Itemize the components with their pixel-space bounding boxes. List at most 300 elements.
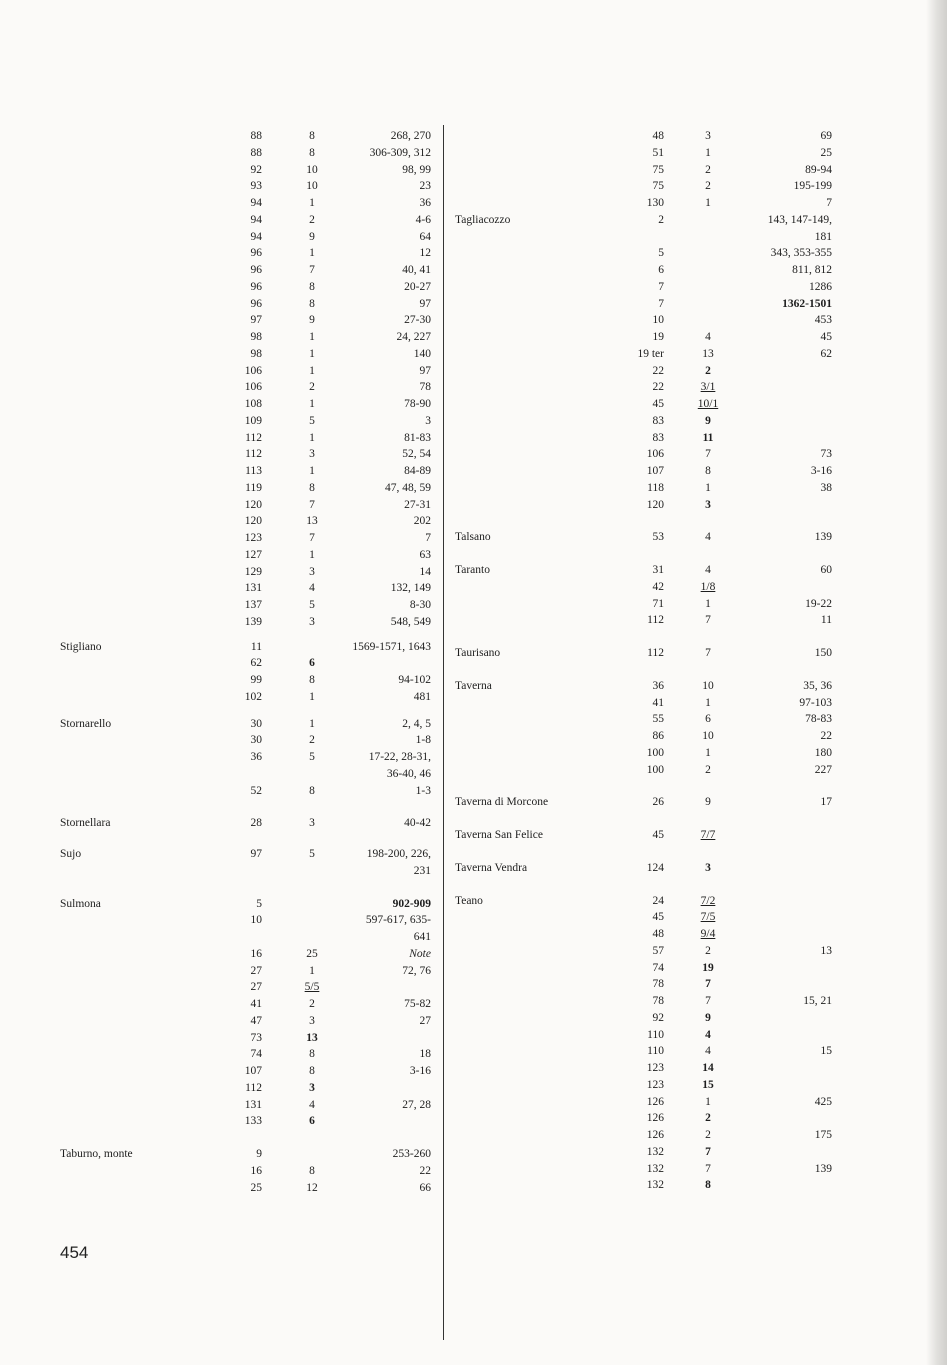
row-page-ref: 106 [646, 448, 664, 461]
row-detail-ref: 306-309, 312 [369, 146, 431, 159]
row-detail-ref: 139 [814, 1162, 832, 1175]
row-number-ref: 7/7 [700, 829, 716, 841]
row-page-ref: 118 [647, 481, 664, 494]
row-page-ref: 93 [250, 180, 262, 193]
row-detail-ref: 3 [425, 414, 431, 427]
row-number-ref: 1 [309, 465, 315, 477]
row-page-ref: 25 [250, 1181, 262, 1194]
index-place-name: Tagliacozzo [455, 213, 511, 226]
row-number-ref: 7 [705, 614, 711, 627]
row-page-ref: 98 [250, 331, 262, 343]
row-number-ref: 1 [309, 964, 315, 977]
row-number-ref: 10 [702, 679, 714, 692]
row-detail-ref: 14 [419, 565, 431, 578]
index-row [0, 413, 940, 430]
row-number-ref: 1 [705, 481, 711, 494]
row-detail-ref: 139 [814, 531, 832, 544]
index-place-name: Stigliano [60, 640, 102, 653]
row-number-ref: 1 [309, 690, 315, 703]
row-detail-ref: 40, 41 [402, 264, 431, 276]
row-page-ref: 96 [250, 280, 262, 293]
row-number-ref: 1 [309, 431, 315, 444]
index-row [0, 480, 940, 497]
row-number-ref: 7 [705, 978, 711, 991]
row-number-ref: 14 [702, 1062, 714, 1074]
row-page-ref: 106 [244, 381, 262, 394]
row-page-ref: 86 [652, 730, 664, 742]
index-place-name: Sulmona [60, 897, 101, 910]
row-page-ref: 16 [250, 947, 262, 960]
row-page-ref: 96 [250, 247, 262, 260]
row-detail-ref: 24, 227 [396, 331, 431, 343]
row-page-ref: 27 [250, 981, 262, 994]
row-page-ref: 124 [646, 861, 664, 874]
row-detail-ref: 60 [820, 564, 832, 576]
row-number-ref: 9 [309, 314, 315, 327]
row-page-ref: 57 [652, 944, 664, 957]
row-detail-ref: 268, 270 [390, 130, 431, 142]
row-page-ref: 53 [652, 531, 664, 544]
row-detail-ref: 62 [820, 347, 832, 360]
row-detail-ref: 40-42 [404, 817, 431, 830]
row-number-ref: 10/1 [697, 398, 719, 410]
index-row [0, 1010, 940, 1027]
row-page-ref: 123 [244, 532, 262, 544]
row-page-ref: 55 [652, 713, 664, 726]
index-row [0, 195, 940, 212]
index-row [0, 162, 940, 179]
index-row [0, 860, 940, 877]
row-page-ref: 109 [244, 414, 262, 427]
row-page-ref: 19 [652, 331, 664, 343]
index-row [0, 312, 940, 329]
row-number-ref: 12 [306, 1181, 318, 1194]
row-page-ref: 107 [244, 1065, 262, 1077]
row-detail-ref: 27-30 [404, 314, 431, 327]
row-number-ref: 2 [705, 364, 711, 377]
index-row [0, 245, 940, 262]
row-number-ref: 8 [705, 465, 711, 477]
row-detail-ref: 27, 28 [402, 1098, 431, 1111]
row-number-ref: 3 [705, 861, 711, 874]
index-row [0, 1177, 940, 1194]
row-number-ref: 1 [309, 197, 315, 209]
row-detail-ref: 597-617, 635- [365, 914, 431, 927]
row-page-ref: 97 [250, 848, 262, 860]
row-page-ref: 100 [646, 746, 664, 759]
row-page-ref: 132 [646, 1145, 664, 1158]
row-detail-ref: 3-16 [810, 465, 832, 477]
row-page-ref: 47 [250, 1014, 262, 1027]
row-detail-ref: 12 [419, 247, 431, 260]
row-page-ref: 22 [652, 381, 664, 394]
index-row [0, 1110, 940, 1127]
row-page-ref: 75 [652, 163, 664, 176]
row-number-ref: 25 [306, 947, 318, 960]
index-place-name: Stornarello [60, 717, 112, 730]
index-row [0, 363, 940, 380]
row-page-ref: 30 [250, 717, 262, 730]
index-row [0, 212, 940, 229]
row-page-ref: 112 [647, 614, 664, 627]
row-number-ref: 2 [705, 180, 711, 193]
index-row [0, 1043, 940, 1060]
row-number-ref: 9 [705, 414, 711, 427]
index-row [0, 145, 940, 162]
row-page-ref: 22 [652, 364, 664, 377]
row-detail-ref: 1569-1571, 1643 [352, 640, 431, 653]
row-number-ref: 3 [309, 448, 315, 461]
row-detail-ref: 7 [826, 197, 832, 209]
row-page-ref: 27 [250, 964, 262, 977]
row-number-ref: 2 [705, 763, 711, 776]
row-number-ref: 1 [309, 548, 315, 561]
row-detail-ref: 22 [820, 730, 832, 742]
row-page-ref: 31 [652, 564, 664, 576]
row-page-ref: 9 [256, 1148, 262, 1160]
row-detail-ref: 35, 36 [803, 679, 832, 692]
row-detail-ref: 13 [820, 944, 832, 957]
row-number-ref: 10 [306, 180, 318, 193]
row-number-ref: 7 [309, 498, 315, 511]
index-place-name: Taverna San Felice [455, 829, 543, 841]
index-row [0, 794, 940, 811]
row-detail-ref: 181 [814, 230, 832, 243]
index-row [0, 178, 940, 195]
index-row [0, 728, 940, 745]
row-detail-ref: 175 [814, 1129, 832, 1141]
row-page-ref: 129 [244, 565, 262, 578]
row-number-ref: 1 [309, 247, 315, 260]
row-detail-ref: 23 [419, 180, 431, 193]
row-page-ref: 92 [250, 163, 262, 176]
row-detail-ref: 75-82 [404, 998, 431, 1010]
row-detail-ref: 195-199 [793, 180, 832, 193]
row-page-ref: 96 [250, 264, 262, 276]
row-page-ref: 41 [652, 696, 664, 709]
row-page-ref: 112 [647, 647, 664, 659]
index-row [0, 695, 940, 712]
row-page-ref: 74 [652, 961, 664, 974]
row-page-ref: 137 [244, 599, 262, 611]
row-number-ref: 9/4 [700, 928, 716, 940]
row-number-ref: 8 [309, 280, 315, 293]
row-page-ref: 127 [244, 548, 262, 561]
row-page-ref: 130 [646, 197, 664, 209]
index-row [0, 893, 940, 910]
row-number-ref: 3 [309, 565, 315, 578]
row-number-ref: 3 [309, 1014, 315, 1027]
row-page-ref: 88 [250, 146, 262, 159]
row-detail-ref: 227 [814, 763, 832, 776]
row-number-ref: 2 [705, 163, 711, 176]
row-detail-ref: 1286 [809, 280, 832, 293]
index-row [0, 513, 940, 530]
row-detail-ref: 25 [820, 146, 832, 159]
row-detail-ref: 202 [413, 515, 431, 528]
row-number-ref: 9 [309, 230, 315, 243]
row-page-ref: 94 [250, 230, 262, 243]
row-detail-ref: 97 [419, 364, 431, 377]
row-number-ref: 8 [705, 1179, 711, 1192]
index-row [0, 346, 940, 363]
row-detail-ref: 20-27 [404, 280, 431, 293]
row-page-ref: 99 [250, 674, 262, 686]
index-row [0, 1161, 940, 1178]
index-row [0, 1027, 940, 1044]
index-row [0, 993, 940, 1010]
row-page-ref: 126 [646, 1129, 664, 1141]
row-page-ref: 52 [250, 784, 262, 797]
row-page-ref: 98 [250, 347, 262, 360]
index-row [0, 529, 940, 546]
row-detail-ref: 36 [419, 197, 431, 209]
row-number-ref: 1 [705, 597, 711, 610]
index-row [0, 745, 940, 762]
row-number-ref: 6 [705, 713, 711, 726]
index-row [0, 762, 940, 779]
index-place-name: Taverna Vendra [455, 861, 528, 874]
row-detail-ref: 231 [413, 864, 431, 877]
row-detail-ref: 143, 147-149, [767, 213, 832, 226]
index-row [0, 579, 940, 596]
index-row [0, 827, 940, 844]
row-page-ref: 26 [652, 796, 664, 809]
row-page-ref: 119 [245, 481, 262, 494]
row-page-ref: 107 [646, 465, 664, 477]
row-detail-ref: 641 [413, 931, 431, 943]
row-number-ref: 1 [309, 398, 315, 410]
row-number-ref: 7/2 [700, 894, 716, 907]
row-page-ref: 45 [652, 398, 664, 410]
row-detail-ref: 81-83 [404, 431, 431, 444]
row-number-ref: 1 [705, 696, 711, 709]
index-place-name: Taburno, monte [60, 1148, 133, 1160]
index-row [0, 943, 940, 960]
row-number-ref: 10 [306, 163, 318, 176]
row-detail-ref: 548, 549 [390, 615, 431, 628]
row-detail-ref: 27-31 [404, 498, 431, 511]
row-page-ref: 120 [646, 498, 664, 511]
row-detail-ref: 36-40, 46 [386, 767, 431, 780]
row-number-ref: 8 [309, 130, 315, 142]
row-detail-ref: 52, 54 [402, 448, 431, 461]
index-place-name: Taverna di Morcone [455, 796, 549, 809]
row-detail-ref: 4-6 [415, 213, 431, 226]
row-detail-ref: 78-90 [404, 398, 431, 410]
row-number-ref: 5/5 [304, 981, 320, 994]
row-page-ref: 94 [250, 213, 262, 226]
row-number-ref: 4 [705, 1045, 711, 1058]
row-detail-ref: 481 [413, 690, 431, 703]
row-page-ref: 123 [646, 1078, 664, 1091]
row-number-ref: 6 [309, 1115, 315, 1128]
index-row [0, 645, 940, 662]
row-number-ref: 3 [309, 615, 315, 628]
row-number-ref: 2 [309, 734, 315, 747]
row-number-ref: 7 [705, 995, 711, 1007]
row-number-ref: 8 [309, 146, 315, 159]
index-place-name: Taurisano [455, 647, 501, 659]
row-number-ref: 9 [705, 796, 711, 809]
row-number-ref: 1 [309, 331, 315, 343]
row-number-ref: 19 [702, 961, 714, 974]
row-number-ref: 5 [309, 751, 315, 763]
row-page-ref: 41 [250, 998, 262, 1010]
index-place-name: Stornellara [60, 817, 111, 830]
row-number-ref: 8 [309, 1164, 315, 1177]
row-detail-ref: 72, 76 [402, 964, 431, 977]
index-row [0, 463, 940, 480]
row-detail-ref: 1-3 [415, 784, 431, 797]
row-number-ref: 4 [705, 1028, 711, 1041]
row-page-ref: 36 [250, 751, 262, 763]
page-number: 454 [60, 1243, 89, 1262]
row-page-ref: 126 [646, 1112, 664, 1125]
row-number-ref: 7 [309, 532, 315, 544]
row-page-ref: 51 [652, 146, 664, 159]
row-number-ref: 3 [309, 817, 315, 830]
row-detail-ref: 66 [419, 1181, 431, 1194]
row-detail-ref: 8-30 [409, 599, 431, 611]
row-detail-ref: 1362-1501 [782, 297, 832, 310]
row-detail-ref: 15, 21 [803, 995, 832, 1007]
row-number-ref: 1 [309, 347, 315, 360]
row-page-ref: 112 [245, 448, 262, 461]
row-detail-ref: 17-22, 28-31, [368, 751, 431, 763]
row-detail-ref: 78 [419, 381, 431, 394]
row-page-ref: 48 [652, 130, 664, 142]
row-page-ref: 6 [658, 264, 664, 276]
row-detail-ref: Note [409, 947, 431, 960]
row-page-ref: 102 [244, 690, 262, 703]
row-detail-ref: 150 [814, 647, 832, 659]
row-page-ref: 78 [652, 978, 664, 991]
row-number-ref: 15 [702, 1078, 714, 1091]
row-number-ref: 3 [309, 1081, 315, 1094]
row-number-ref: 2 [705, 1129, 711, 1141]
row-number-ref: 4 [309, 582, 315, 595]
row-detail-ref: 253-260 [392, 1148, 431, 1160]
row-detail-ref: 84-89 [404, 465, 431, 477]
row-number-ref: 1/8 [700, 580, 716, 593]
row-number-ref: 2 [705, 944, 711, 957]
row-page-ref: 97 [250, 314, 262, 327]
row-detail-ref: 64 [419, 230, 431, 243]
row-page-ref: 19 ter [637, 347, 664, 360]
index-row [0, 128, 940, 145]
row-number-ref: 2 [309, 998, 315, 1010]
row-page-ref: 113 [245, 465, 262, 477]
row-detail-ref: 78-83 [805, 713, 832, 726]
row-page-ref: 24 [652, 894, 664, 907]
row-detail-ref: 98, 99 [402, 163, 431, 176]
row-detail-ref: 89-94 [805, 163, 832, 176]
row-detail-ref: 17 [820, 796, 832, 809]
row-number-ref: 9 [705, 1011, 711, 1024]
row-number-ref: 3/1 [700, 381, 716, 394]
row-page-ref: 83 [652, 431, 664, 444]
row-number-ref: 8 [309, 1048, 315, 1061]
row-detail-ref: 811, 812 [792, 264, 832, 276]
row-detail-ref: 343, 353-355 [770, 247, 832, 260]
row-detail-ref: 425 [814, 1095, 832, 1108]
row-detail-ref: 38 [820, 481, 832, 494]
row-page-ref: 10 [652, 314, 664, 327]
row-detail-ref: 63 [419, 548, 431, 561]
row-page-ref: 139 [244, 615, 262, 628]
row-number-ref: 4 [705, 531, 711, 544]
row-page-ref: 126 [646, 1095, 664, 1108]
row-number-ref: 5 [309, 848, 315, 860]
index-row [0, 1144, 940, 1161]
row-number-ref: 11 [702, 431, 714, 444]
row-number-ref: 1 [705, 146, 711, 159]
index-row [0, 909, 940, 926]
row-number-ref: 1 [705, 746, 711, 759]
index-row [0, 446, 940, 463]
row-detail-ref: 97 [419, 297, 431, 310]
row-page-ref: 112 [245, 431, 262, 444]
row-number-ref: 7 [705, 448, 711, 461]
row-page-ref: 131 [244, 582, 262, 595]
row-page-ref: 11 [250, 640, 262, 653]
row-page-ref: 71 [652, 597, 664, 610]
row-number-ref: 4 [705, 331, 711, 343]
index-row [0, 1077, 940, 1094]
index-row [0, 612, 940, 629]
row-number-ref: 1 [705, 197, 711, 209]
row-page-ref: 28 [250, 817, 262, 830]
row-number-ref: 3 [705, 498, 711, 511]
index-row [0, 262, 940, 279]
row-number-ref: 8 [309, 297, 315, 310]
index-row [0, 926, 940, 943]
row-number-ref: 1 [309, 364, 315, 377]
row-page-ref: 132 [646, 1162, 664, 1175]
index-place-name: Taverna [455, 679, 492, 692]
index-row [0, 497, 940, 514]
row-page-ref: 2 [658, 213, 664, 226]
row-detail-ref: 180 [814, 746, 832, 759]
row-page-ref: 110 [647, 1028, 664, 1041]
row-detail-ref: 132, 149 [390, 582, 431, 595]
row-page-ref: 110 [647, 1045, 664, 1058]
row-number-ref: 13 [306, 1031, 318, 1044]
row-number-ref: 13 [702, 347, 714, 360]
row-page-ref: 106 [244, 364, 262, 377]
row-page-ref: 73 [250, 1031, 262, 1044]
row-number-ref: 13 [306, 515, 318, 528]
row-page-ref: 62 [250, 657, 262, 670]
row-page-ref: 120 [244, 498, 262, 511]
index-row [0, 960, 940, 977]
row-number-ref: 2 [309, 213, 315, 226]
row-number-ref: 7/5 [700, 911, 716, 924]
row-number-ref: 2 [705, 1112, 711, 1125]
row-page-ref: 45 [652, 911, 664, 924]
row-page-ref: 83 [652, 414, 664, 427]
row-number-ref: 8 [309, 481, 315, 494]
row-page-ref: 45 [652, 829, 664, 841]
row-page-ref: 10 [250, 914, 262, 927]
row-number-ref: 5 [309, 414, 315, 427]
row-detail-ref: 94-102 [398, 674, 431, 686]
row-number-ref: 7 [705, 1162, 711, 1175]
index-row [0, 1127, 940, 1144]
row-page-ref: 94 [250, 197, 262, 209]
row-number-ref: 2 [309, 381, 315, 394]
